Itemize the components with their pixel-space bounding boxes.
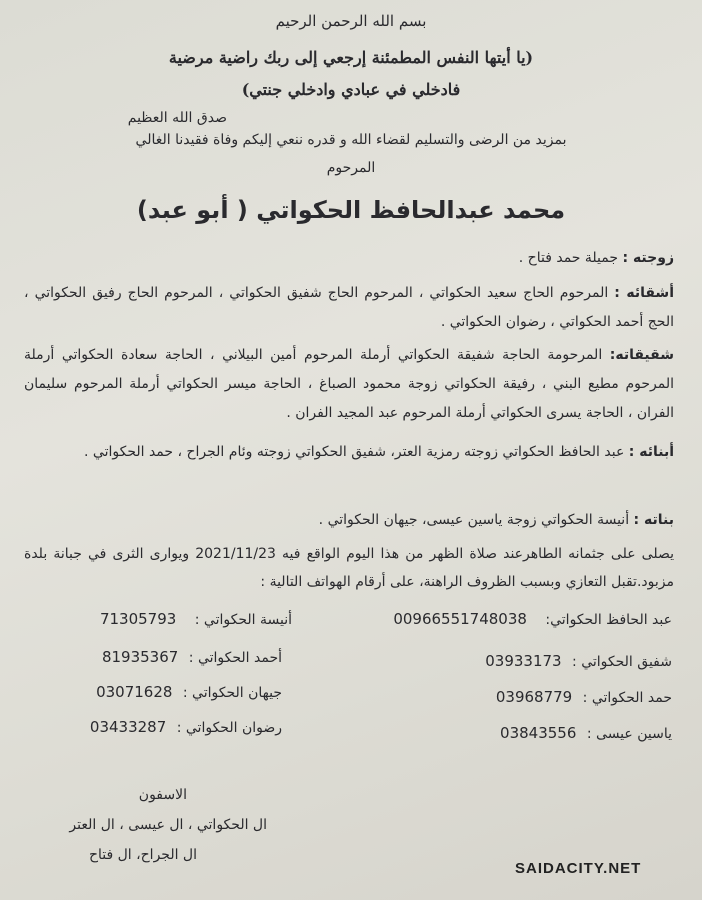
phone-name: شفيق الحكواتي :	[572, 654, 672, 670]
phone-name: حمد الحكواتي :	[582, 690, 672, 706]
wife-paragraph	[24, 244, 674, 273]
basmala: بسم الله الرحمن الرحيم	[275, 12, 427, 30]
sisters-paragraph	[24, 341, 674, 428]
sadaqa-line: صدق الله العظيم	[127, 110, 227, 126]
daughters-paragraph	[24, 506, 674, 535]
daughters-label: بناته :	[633, 512, 674, 528]
funeral-paragraph: يصلى على جثمانه الطاهرعند صلاة الظهر من هذا اليوم الواقع فيه 2021/11/23 ويوارى الثرى في جبانة بلدة مزبود.تقبل التعازي وبسبب الظروف الراهنة، على أرقام الهواتف التالية :	[24, 546, 675, 590]
sons-paragraph	[24, 438, 674, 467]
phone-number: 03933173	[485, 652, 562, 670]
phone-name: رضوان الحكواتي :	[176, 720, 282, 736]
deceased-name: محمد عبدالحافظ الحكواتي ( أبو عبد)	[136, 196, 566, 224]
phone-entry	[393, 610, 672, 628]
daughters-text: أنيسة الحكواتي زوجة ياسين عيسى، جيهان الحكواتي .	[318, 512, 630, 528]
phone-name: أحمد الحكواتي :	[188, 650, 282, 666]
phone-entry	[100, 610, 292, 628]
wife-text: جميلة حمد فتاح .	[518, 250, 619, 266]
brothers-label: أشقائه :	[614, 285, 674, 301]
sons-label: أبنائه :	[628, 444, 674, 460]
mourners-line-1: ال الحكواتي ، ال عيسى ، ال العتر	[69, 817, 267, 833]
wife-label: زوجته :	[622, 250, 674, 266]
phone-name: عبد الحافظ الحكواتي:	[545, 612, 672, 628]
phone-entry	[90, 718, 282, 736]
brothers-text: المرحوم الحاج سعيد الحكواتي ، المرحوم الحاج شفيق الحكواتي ، المرحوم الحاج رفيق الحكواتي ، الحج أحمد الحكواتي ، رضوان الحكواتي .	[24, 285, 674, 330]
phone-number: 03968779	[495, 688, 573, 706]
phone-number: 03433287	[89, 718, 167, 736]
late-label: المرحوم	[326, 160, 376, 176]
mourners-title: الاسفون	[138, 787, 187, 803]
phone-entry	[96, 683, 282, 701]
sisters-label: شقيقاته:	[609, 347, 674, 363]
phone-number: 81935367	[101, 648, 179, 666]
mourners-line-2: ال الجراح، ال فتاح	[88, 847, 197, 863]
phone-number: 03071628	[96, 683, 173, 701]
phone-name: أنيسة الحكواتي :	[194, 612, 292, 628]
phone-name: ياسين عيسى :	[586, 726, 672, 742]
brothers-paragraph	[24, 279, 674, 337]
phone-entry	[500, 724, 672, 742]
site-watermark: SAIDACITY.NET	[515, 860, 642, 877]
verse-line-2: فادخلي في عبادي وادخلي جنتي)	[241, 80, 461, 99]
phone-entry	[102, 648, 282, 666]
sons-text: عبد الحافظ الحكواتي زوجته رمزية العتر، شفيق الحكواتي زوجته وئام الجراح ، حمد الحكواتي .	[84, 444, 625, 460]
phone-number: 00966551748038	[393, 610, 527, 628]
phone-number: 03843556	[500, 724, 577, 742]
sisters-text: المرحومة الحاجة شفيقة الحكواتي أرملة المرحوم أمين البيلاني ، الحاجة سعادة الحكواتي أرملة المرحوم مطيع البني ، رفيقة الحكواتي زوجة محمود الصباغ ، الحاجة ميسر الحكواتي أرملة المرحوم سليمان الفران ، الحاجة يسرى الحكواتي أرملة المرحوم عبد المجيد الفران .	[24, 347, 674, 421]
condolence-line: بمزيد من الرضى والتسليم لقضاء الله و قدره ننعي إليكم وفاة فقيدنا الغالي	[135, 132, 567, 148]
phone-name: جيهان الحكواتي :	[182, 685, 282, 701]
verse-line-1: (يا أيتها النفس المطمئنة إرجعي إلى ربك راضية مرضية	[168, 48, 534, 67]
phone-entry	[485, 652, 672, 670]
phone-entry	[496, 688, 672, 706]
phone-number: 71305793	[99, 610, 177, 628]
